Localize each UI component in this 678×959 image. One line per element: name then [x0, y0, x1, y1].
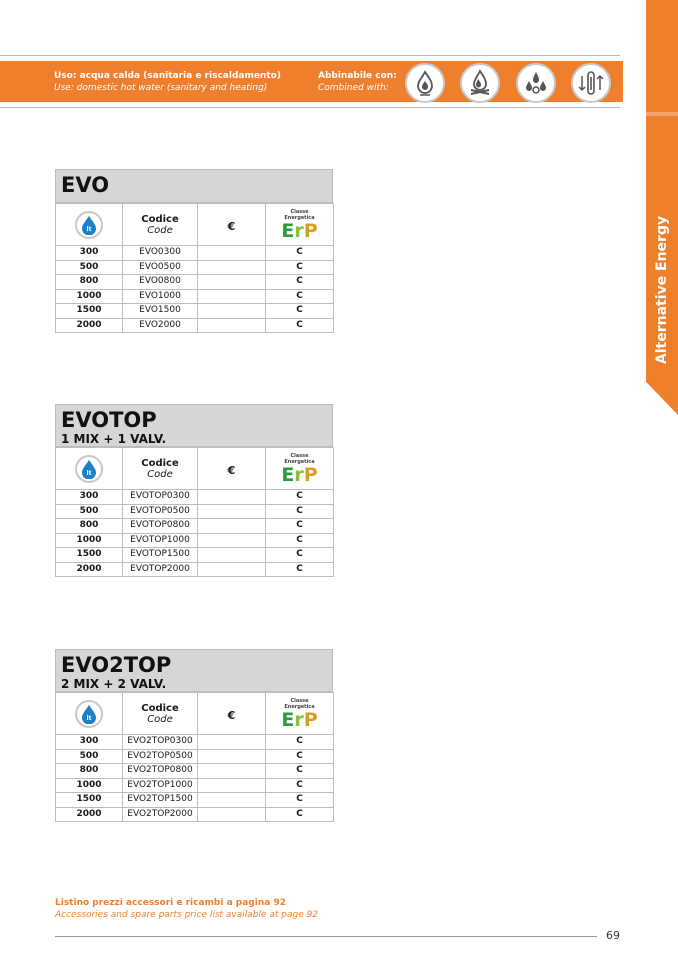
- use-en-text: Use: domestic hot water (sanitary and heating): [54, 83, 268, 93]
- price-table: [55, 447, 334, 577]
- price-table: [55, 692, 334, 822]
- side-tab-label-wrap: [648, 210, 676, 370]
- price-header: €: [198, 448, 266, 490]
- code-header: Codice Code: [123, 693, 198, 735]
- usage-banner: [0, 61, 623, 102]
- code-header: Codice Code: [123, 204, 198, 246]
- table-header: [55, 649, 333, 692]
- table-row: 2000 EVO2000 C: [56, 318, 334, 333]
- capacity-header: [56, 204, 123, 246]
- heat-pump-icon: [516, 63, 556, 103]
- code-header: Codice Code: [123, 448, 198, 490]
- table-row: 500 EVOTOP0500 C: [56, 504, 334, 519]
- erp-logo: ErP: [281, 463, 318, 486]
- side-tab-label: Alternative Energy: [654, 215, 671, 365]
- price-table: [55, 203, 334, 333]
- table-header: [55, 404, 333, 447]
- water-drop-icon: [81, 704, 97, 724]
- table-row: 1500 EVO2TOP1500 C: [56, 793, 334, 808]
- table-row: 800 EVO2TOP0800 C: [56, 764, 334, 779]
- gas-boiler-icon: [405, 63, 445, 103]
- drop-label: lt: [86, 225, 92, 233]
- use-it-text: Uso: acqua calda (sanitaria e riscaldamento): [54, 71, 281, 81]
- combined-en-text: Combined with:: [318, 83, 389, 93]
- header-rule-top: [0, 55, 620, 56]
- page-number: 69: [606, 929, 620, 942]
- table-title: EVO: [61, 173, 110, 197]
- table-row: 300 EVO2TOP0300 C: [56, 735, 334, 750]
- water-drop-icon: [81, 215, 97, 235]
- drop-label: lt: [86, 714, 92, 722]
- capacity-header: [56, 448, 123, 490]
- table-row: 1000 EVOTOP1000 C: [56, 533, 334, 548]
- table-row: 800 EVO0800 C: [56, 275, 334, 290]
- table-row: 1000 EVO1000 C: [56, 289, 334, 304]
- table-row: 1500 EVO1500 C: [56, 304, 334, 319]
- table-row: 1000 EVO2TOP1000 C: [56, 778, 334, 793]
- table-subtitle: 2 MIX + 2 VALV.: [61, 677, 167, 691]
- capacity-header: [56, 693, 123, 735]
- table-row: 500 EVO0500 C: [56, 260, 334, 275]
- table-row: 300 EVO0300 C: [56, 246, 334, 261]
- wood-fire-icon: [460, 63, 500, 103]
- product-table-evo: [55, 169, 333, 333]
- table-title: EVOTOP: [61, 408, 157, 432]
- table-row: 2000 EVOTOP2000 C: [56, 562, 334, 577]
- drop-label: lt: [86, 469, 92, 477]
- erp-logo: ErP: [281, 708, 318, 731]
- energy-class-header: Classe Energetica ErP: [266, 204, 334, 246]
- product-table-evotop: [55, 404, 333, 577]
- footer-note-en: Accessories and spare parts price list available at page 92: [55, 910, 319, 920]
- product-table-evo2top: [55, 649, 333, 822]
- water-drop-icon: [81, 459, 97, 479]
- footer-rule: [55, 936, 597, 937]
- table-row: 300 EVOTOP0300 C: [56, 490, 334, 505]
- header-rule-bottom: [0, 107, 620, 108]
- price-header: €: [198, 204, 266, 246]
- table-title: EVO2TOP: [61, 653, 172, 677]
- erp-logo: ErP: [281, 219, 318, 242]
- table-row: 800 EVOTOP0800 C: [56, 519, 334, 534]
- price-header: €: [198, 693, 266, 735]
- footer-note-it: Listino prezzi accessori e ricambi a pagina 92: [55, 898, 286, 908]
- solar-temperature-icon: [571, 63, 611, 103]
- combined-it-text: Abbinabile con:: [318, 71, 397, 81]
- table-row: 500 EVO2TOP0500 C: [56, 749, 334, 764]
- table-row: 2000 EVO2TOP2000 C: [56, 807, 334, 822]
- energy-class-header: Classe Energetica ErP: [266, 693, 334, 735]
- table-header: [55, 169, 333, 203]
- table-subtitle: 1 MIX + 1 VALV.: [61, 432, 167, 446]
- table-row: 1500 EVOTOP1500 C: [56, 548, 334, 563]
- energy-class-header: Classe Energetica ErP: [266, 448, 334, 490]
